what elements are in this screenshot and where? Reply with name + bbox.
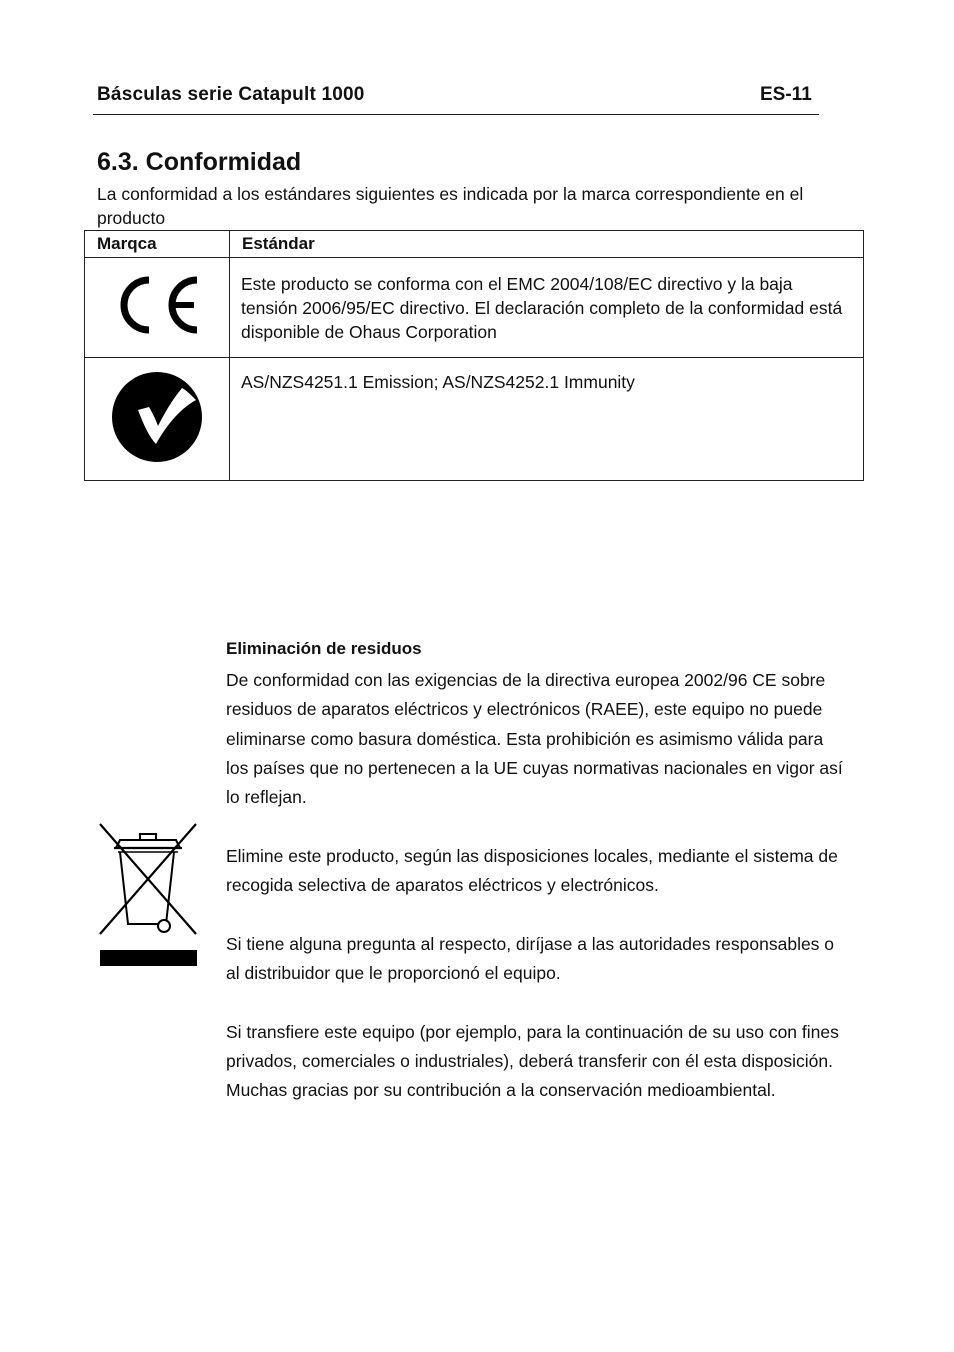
disposal-paragraph: Si transfiere este equipo (por ejemplo, para la continuación de su uso con fines privados, comerciales o industriales), deberá transferir con él esta disposición. xyxy=(226,1021,839,1071)
disposal-paragraph: Elimine este producto, según las disposiciones locales, mediante el sistema de recogida selectiva de aparatos eléctricos y electrónicos. xyxy=(226,845,838,896)
standard-text: AS/NZS4251.1 Emission; AS/NZS4252.1 Immunity xyxy=(230,358,864,481)
table-row xyxy=(85,358,864,481)
header-title: Básculas serie Catapult 1000 xyxy=(97,84,365,105)
disposal-paragraph: Muchas gracias por su contribución a la conservación medioambiental. xyxy=(226,1080,776,1101)
conformity-table xyxy=(84,230,864,481)
header-divider xyxy=(93,114,819,115)
standard-text: Este producto se conforma con el EMC 2004/108/EC directivo y la baja tensión 2006/95/EC directivo. El declaración completo de la conformidad está disponible de Ohaus Corporation xyxy=(230,258,864,358)
page-number: ES-11 xyxy=(760,84,812,105)
weee-crossed-bin-icon xyxy=(98,822,198,967)
section-intro: La conformidad a los estándares siguientes es indicada por la marca correspondiente en el producto xyxy=(97,184,804,228)
disposal-section xyxy=(226,637,846,1105)
disposal-paragraph: Si tiene alguna pregunta al respecto, diríjase a las autoridades responsables o al distribuidor que le proporcionó el equipo. xyxy=(226,933,835,983)
c-tick-mark-icon xyxy=(110,370,204,464)
disposal-title: Eliminación de residuos xyxy=(226,639,422,658)
mark-cell xyxy=(85,358,230,481)
column-header-standard: Estándar xyxy=(230,231,864,258)
section-title: 6.3. Conformidad xyxy=(97,148,302,176)
disposal-paragraph: De conformidad con las exigencias de la directiva europea 2002/96 CE sobre residuos de aparatos eléctricos y electrónicos (RAEE), este equipo no puede eliminarse como basura doméstica. Esta prohibición es asimismo válida para los países que no pertenecen a la UE cuyas normativas nacionales en vigor así lo reflejan. xyxy=(226,670,843,808)
ce-mark-icon xyxy=(112,274,202,336)
table-header-row xyxy=(85,231,864,258)
mark-cell xyxy=(85,258,230,358)
table-row xyxy=(85,258,864,358)
column-header-mark: Marqca xyxy=(85,231,230,258)
